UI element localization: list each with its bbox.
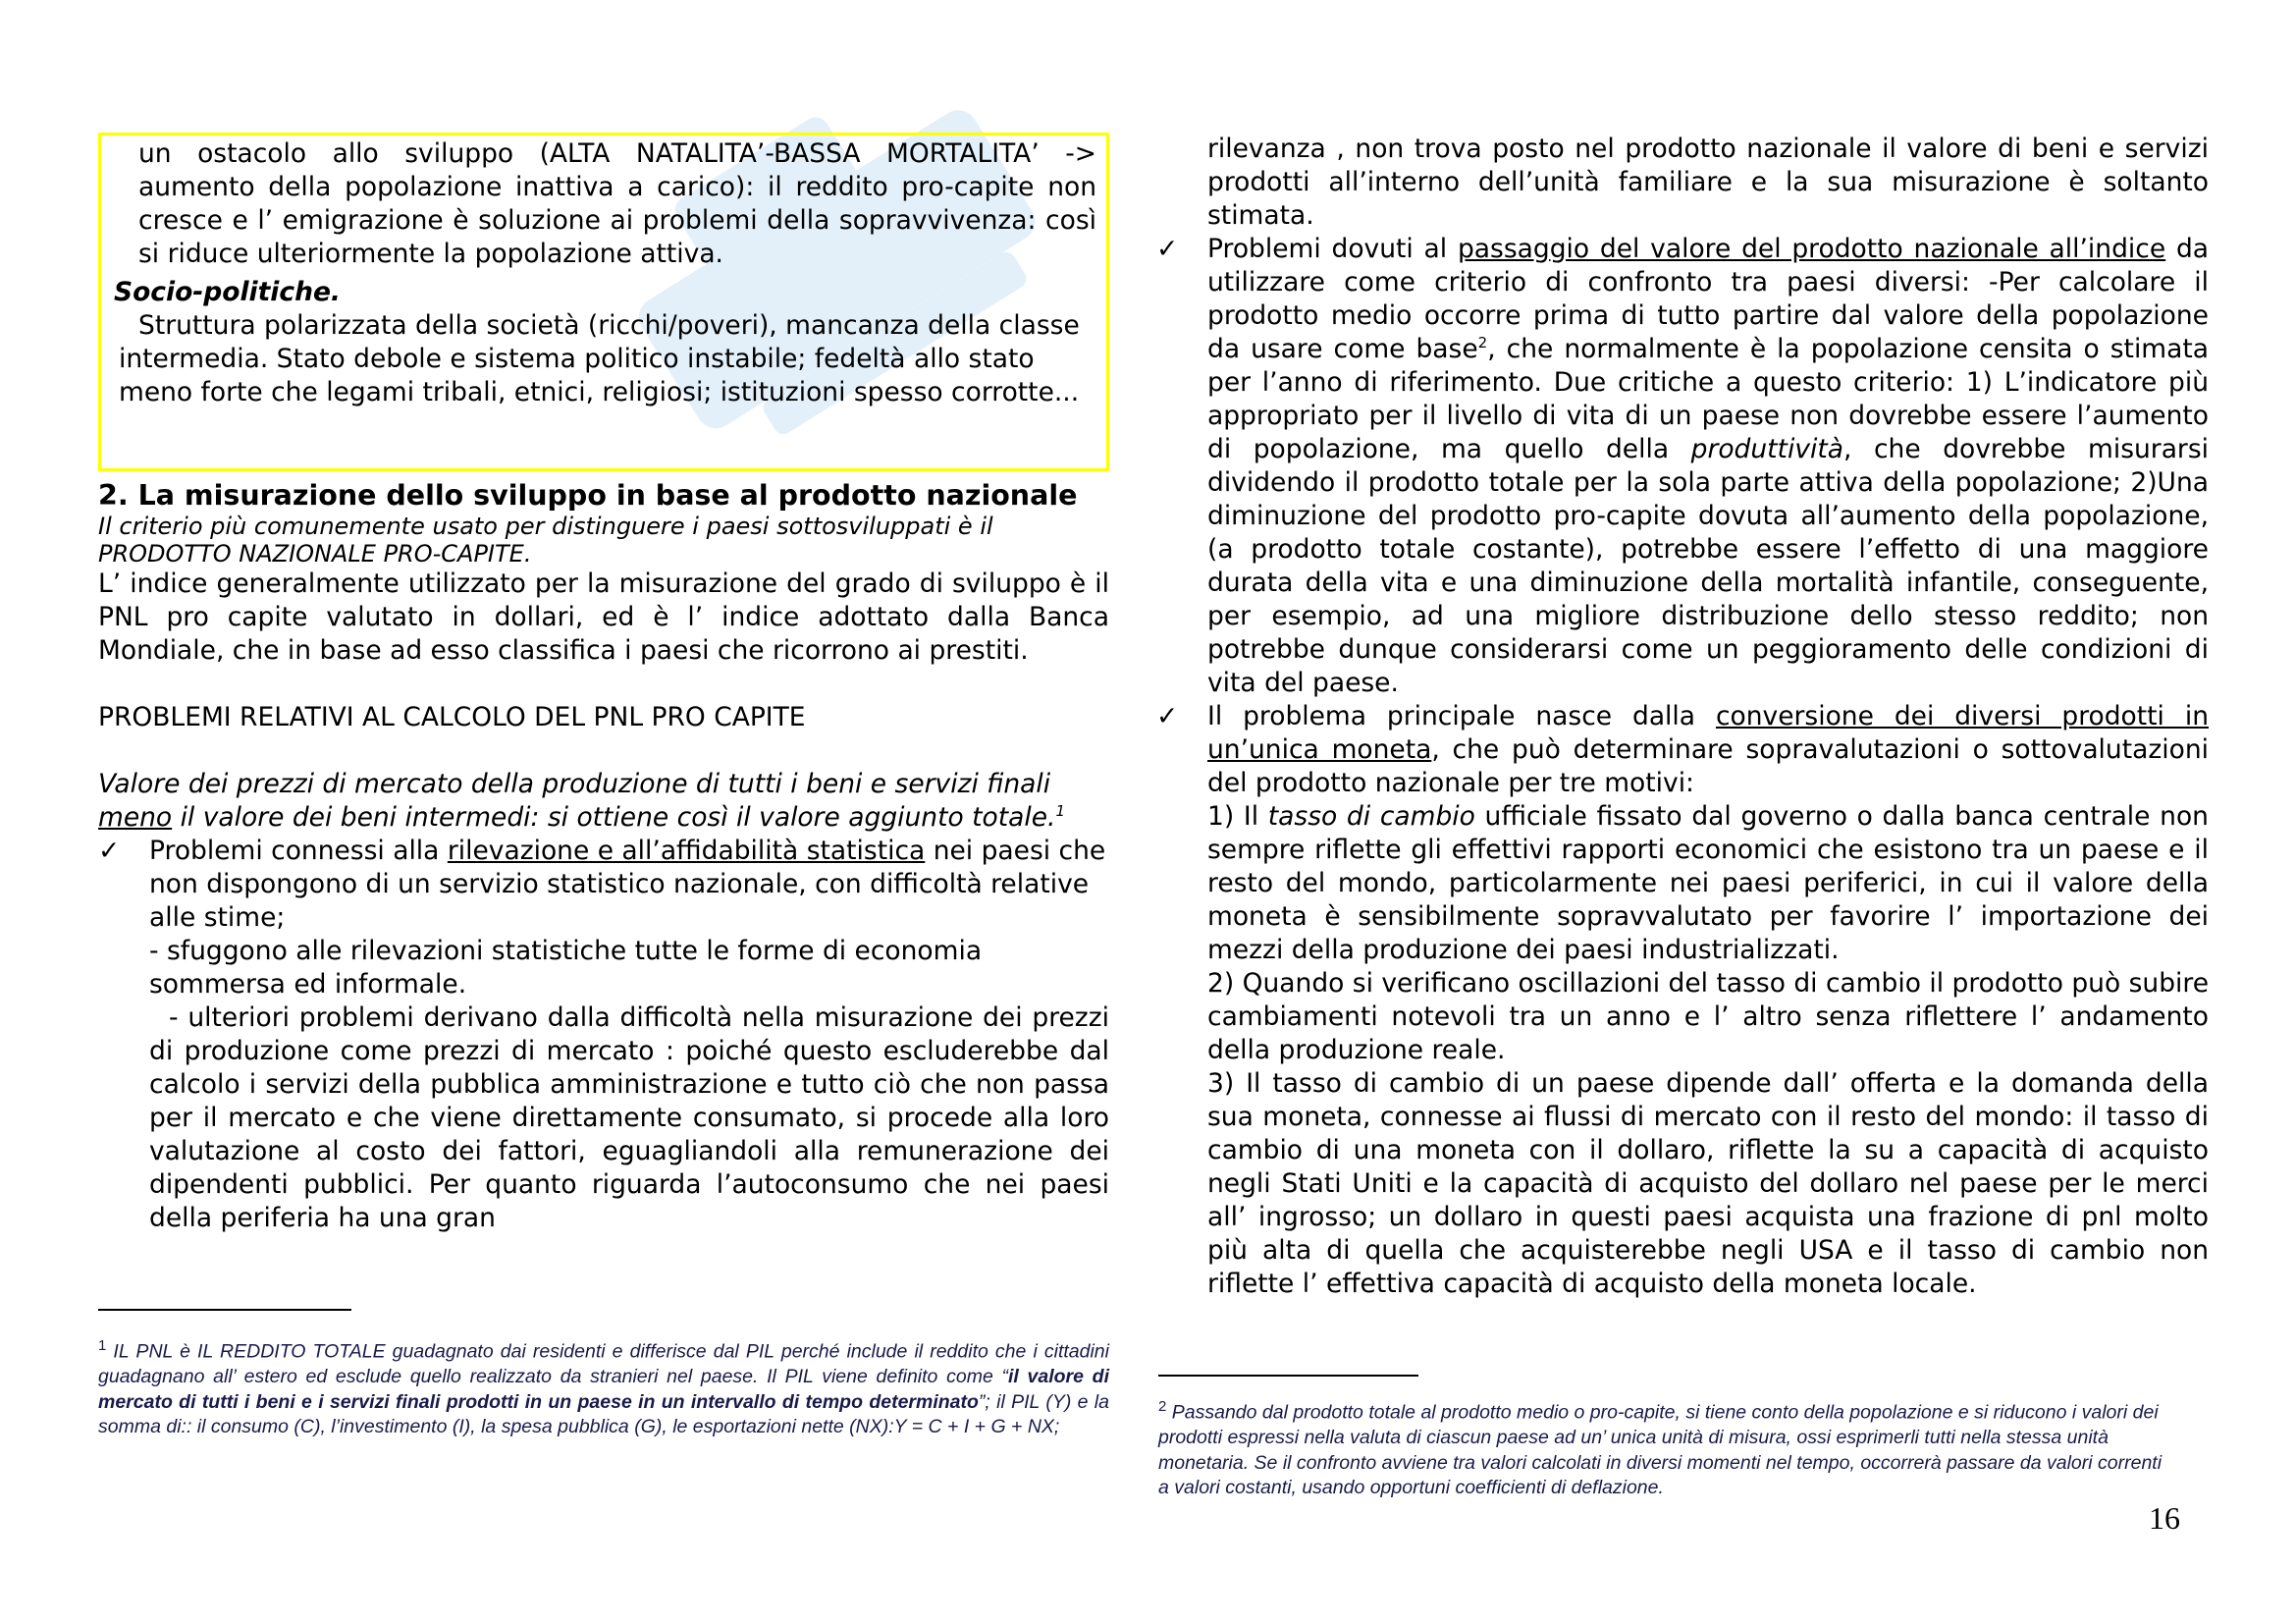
box-paragraph-1: un ostacolo allo sviluppo (ALTA NATALITA’-BASSA MORTALITA’ -> aumento della popolazione inattiva a carico): il reddito pro-capite non cresce e l’ emigrazione è soluzione ai problemi della sopravvivenza: così si riduce ulteriormente la popolazione attiva. xyxy=(138,138,1096,269)
section-subheading: Il criterio più comunemente usato per distinguere i paesi sottosviluppati è il PRODOTTO NAZIONALE PRO-CAPITE. xyxy=(98,513,993,568)
bullet-index-passage: ✓ Problemi dovuti al passaggio del valore del prodotto nazionale all’indice da utilizzare come criterio di confronto tra paesi diversi: -Per calcolare il prodotto medio occorre prima di tutto partire dal valore della popolazione da usare come base$^2$, che normalmente è la popolazione censita o stimata per l’anno di riferimento. Due critiche a questo criterio: 1) L’indicatore più appropriato per il livello di vita di un paese non dovrebbe essere l’aumento di popolazione, ma quello della produttività, che dovrebbe misurarsi dividendo il prodotto totale per la sola parte attiva della popolazione; 2)Una diminuzione del prodotto pro-capite dovuta all’aumento della popolazione, (a prodotto totale costante), potrebbe essere l’effetto di una maggiore durata della vita e una diminuzione della mortalità infantile, conseguente, per esempio, ad una migliore distribuzione dello stesso reddito; non potrebbe dunque considerarsi come un peggioramento delle condizioni di vita del paese. xyxy=(1156,234,2210,698)
check-icon: ✓ xyxy=(1156,701,1179,731)
pnl-paragraph: L’ indice generalmente utilizzato per la misurazione del grado di sviluppo è il PNL pro capite valutato in dollari, ed è l’ indice adottato dalla Banca Mondiale, che in base ad esso classifica i paesi che ricorrono ai prestiti. xyxy=(98,568,1109,666)
box-subheading: Socio-politiche. xyxy=(114,277,341,307)
bullet-currency-conversion: ✓ Il problema principale nasce dalla conversione dei diversi prodotti in un’unica moneta, che può determinare sopravalutazioni o sottovalutazioni del prodotto nazionale per tre motivi: 1) Il tasso di cambio ufficiale fissato dal governo o dalla banca centrale non sempre riflette gli effettivi rapporti economici che esistono tra un paese e il resto del mondo, particolarmente nei paesi periferici, in cui il valore della moneta è sensibilmente sopravvalutato per favorire l’ importazione dei mezzi della produzione dei paesi industrializzati. 2) Quando si verificano oscillazioni del tasso di cambio il prodotto può subire cambiamenti notevoli tra un anno e l’ altro senza riflettere l’ andamento della produzione reale. 3) Il tasso di cambio di un paese dipende dall’ offerta e la domanda della sua moneta, connesse ai flussi di mercato con il resto del mondo: il tasso di cambio di una moneta con il dollaro, riflette la su a capacità di acquisto negli Stati Uniti e la capacità di acquisto del dollaro nel paese per le merci all’ ingrosso; un dollaro in questi paesi acquista una frazione di pnl molto più alta di quella che acquisterebbe negli USA e il tasso di cambio non riflette l’ effettiva capacità di acquisto della moneta locale. xyxy=(1156,701,2209,1299)
continuation-paragraph: rilevanza , non trova posto nel prodotto nazionale il valore di beni e servizi prodotti all’interno dell’unità familiare e la sua misurazione è soltanto stimata. xyxy=(1207,134,2209,231)
box-paragraph-2: Struttura polarizzata della società (ricchi/poveri), mancanza della classe intermedia. Stato debole e sistema politico instabile; fedeltà allo stato meno forte che legami tribali, etnici, religiosi; istituzioni spesso corrotte... xyxy=(119,310,1080,407)
problems-title: PROBLEMI RELATIVI AL CALCOLO DEL PNL PRO CAPITE xyxy=(98,702,806,732)
point-1: 1) Il tasso di cambio ufficiale fissato dal governo o dalla banca centrale non sempre riflette gli effettivi rapporti economici che esistono tra un paese e il resto del mondo, particolarmente nei paesi periferici, in cui il valore della moneta è sensibilmente sopravvalutato per favorire l’ importazione dei mezzi della produzione dei paesi industrializzati. xyxy=(1207,801,2209,965)
footnote-1: $^1$ IL PNL è IL REDDITO TOTALE guadagnato dai residenti e differisce dal PIL perché include il reddito che i cittadini guadagnano all’ estero ed esclude quello realizzato da stranieri nel paese. Il PIL viene definito come “il valore di mercato di tutti i beni e i servizi finali prodotti in un paese in un intervallo di tempo determinato”; il PIL (Y) e la somma di:: il consumo (C), l’investimento (I), la spesa pubblica (G), le esportazioni nette (NX):Y = C + I + G + NX; xyxy=(98,1337,1110,1437)
footnote-separator-right xyxy=(1158,1375,1418,1377)
footnote-2: $^2$ Passando dal prodotto totale al prodotto medio o pro-capite, si tiene conto della popolazione e si riducono i valori dei prodotti espressi nella valuta di ciascun paese ad un’ unica unità di misura, ossi esprimerli tutti nella stessa unità monetaria. Se il confronto avviene tra valori calcolati in diversi momenti nel tempo, occorrerà passare da valori correnti a valori costanti, usando opportuni coefficienti di deflazione. xyxy=(1158,1398,2163,1498)
footnote-ref-2[interactable]: 2 xyxy=(1477,334,1488,352)
definition-paragraph: Valore dei prezzi di mercato della produzione di tutti i beni e servizi finali meno il valore dei beni intermedi: si ottiene così il valore aggiunto totale.$^1$ xyxy=(98,769,1066,833)
footnote-ref-1[interactable]: 1 xyxy=(1055,802,1066,821)
point-3: 3) Il tasso di cambio di un paese dipende dall’ offerta e la domanda della sua moneta, connesse ai flussi di mercato con il resto del mondo: il tasso di cambio di una moneta con il dollaro, riflette la su a capacità di acquisto negli Stati Uniti e la capacità di acquisto del dollaro nel paese per le merci all’ ingrosso; un dollaro in questi paesi acquista una frazione di pnl molto più alta di quella che acquisterebbe negli USA e il tasso di cambio non riflette l’ effettiva capacità di acquisto della moneta locale. xyxy=(1207,1068,2209,1299)
footnote-separator-left xyxy=(98,1309,351,1311)
point-2: 2) Quando si verificano oscillazioni del tasso di cambio il prodotto può subire cambiamenti notevoli tra un anno e l’ altro senza riflettere l’ andamento della produzione reale. xyxy=(1207,968,2209,1065)
bullet-statistical-problems: ✓ Problemi connessi alla rilevazione e all’affidabilità statistica nei paesi che non dispongono di un servizio statistico nazionale, con difficoltà relative alle stime; - sfuggono alle rilevazioni statistiche tutte le forme di economia sommersa ed informale. - ulteriori problemi derivano dalla difficoltà nella misurazione dei prezzi di produzione come prezzi di mercato : poiché questo escluderebbe dal calcolo i servizi della pubblica amministrazione e tutto ciò che non passa per il mercato e che viene direttamente consumato, si procede alla loro valutazione al costo dei fattori, eguagliandoli alla remunerazione dei dipendenti pubblici. Per quanto riguarda l’autoconsumo che nei paesi della periferia ha una gran xyxy=(98,836,1109,1233)
highlight-box xyxy=(98,133,1109,471)
section-heading: 2. La misurazione dello sviluppo in base al prodotto nazionale xyxy=(98,479,1078,512)
check-icon: ✓ xyxy=(98,836,121,866)
left-column xyxy=(98,133,1109,1235)
check-icon: ✓ xyxy=(1156,234,1179,264)
right-column xyxy=(1156,133,2210,1301)
page-number: 16 xyxy=(2149,1500,2180,1536)
